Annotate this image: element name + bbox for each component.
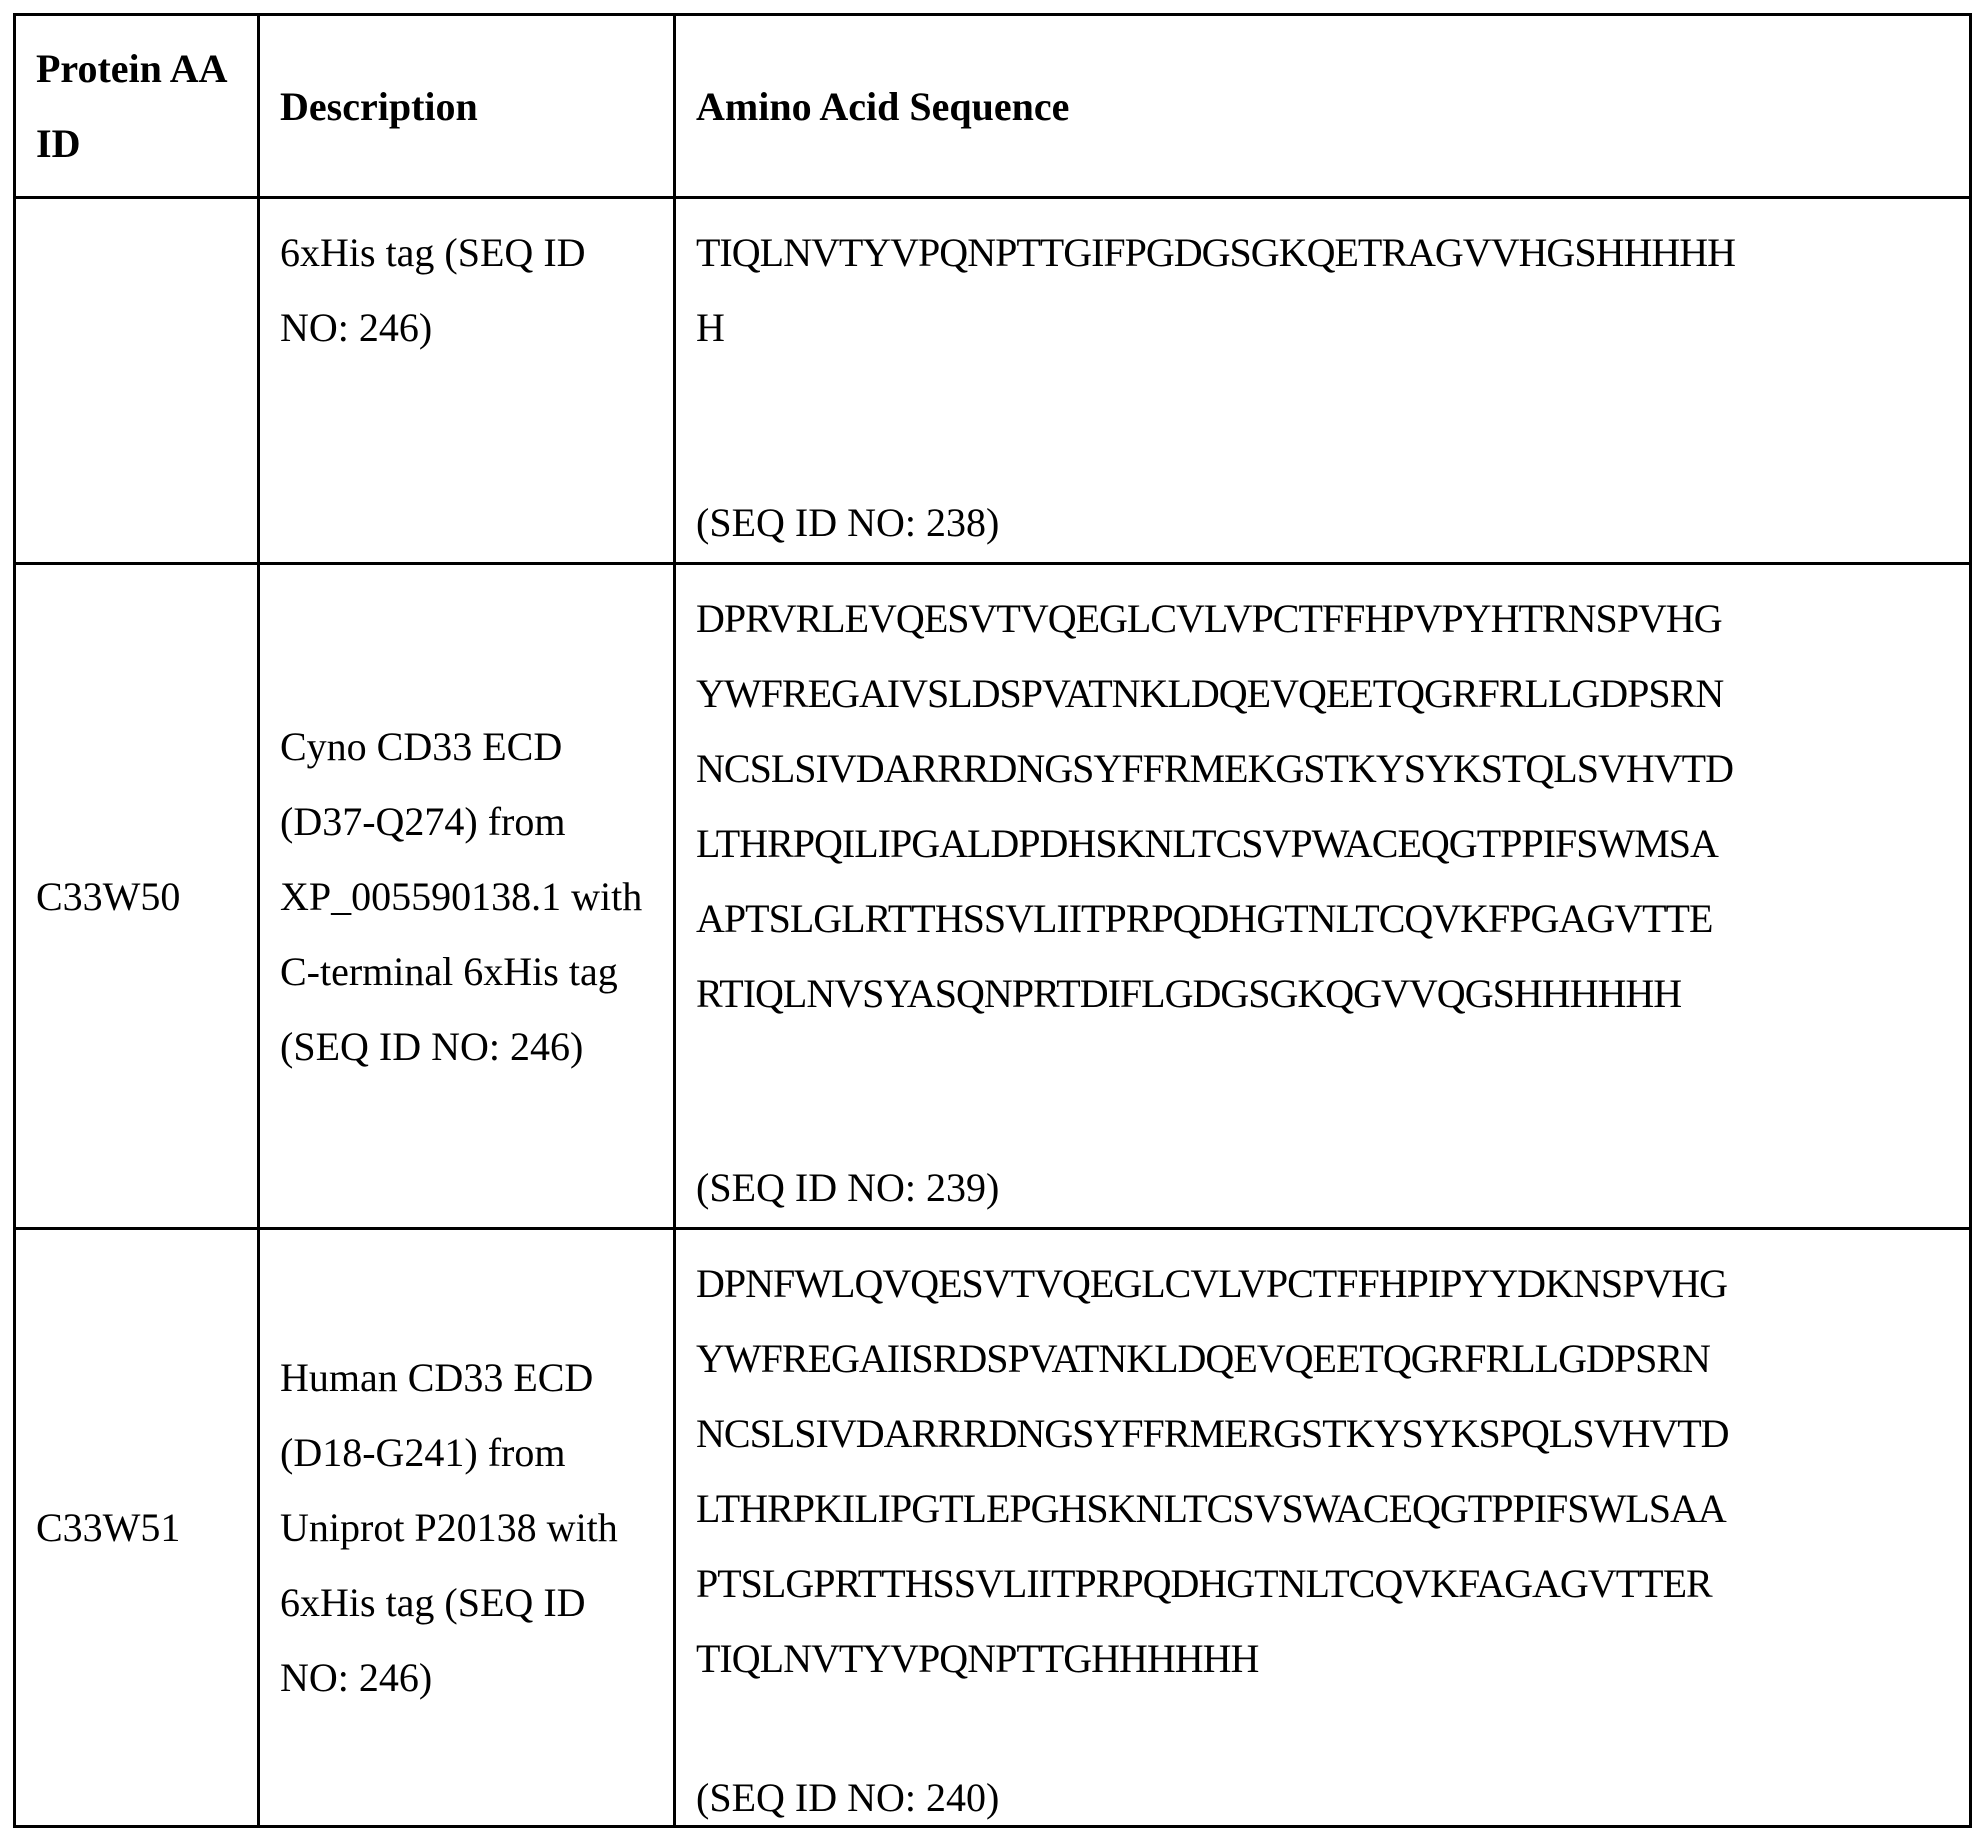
protein-sequence-table xyxy=(13,13,1972,1828)
protein-id-cell xyxy=(15,198,259,564)
header-description-label: Description xyxy=(260,69,673,144)
table-row xyxy=(15,564,1971,1229)
table-row xyxy=(15,198,1971,564)
sequence-line: TIQLNVTYVPQNPTTGHHHHHH xyxy=(696,1621,1969,1696)
sequence-line: TIQLNVTYVPQNPTTGIFPGDGSGKQETRAGVVHGSHHHHH xyxy=(696,215,1969,290)
sequence-line: RTIQLNVSYASQNPRTDIFLGDGSGKQGVVQGSHHHHHH xyxy=(696,956,1969,1031)
seq-id-label: (SEQ ID NO: 238) xyxy=(696,485,999,560)
header-sequence-label: Amino Acid Sequence xyxy=(676,69,1969,144)
protein-id-cell: C33W50 xyxy=(15,564,259,1229)
sequence-cell xyxy=(675,198,1971,564)
sequence-cell xyxy=(675,1229,1971,1827)
header-description xyxy=(259,15,675,198)
header-sequence xyxy=(675,15,1971,198)
description-cell: Human CD33 ECD (D18-G241) from Uniprot P20138 with 6xHis tag (SEQ ID NO: 246) xyxy=(259,1229,675,1827)
header-protein-id-label: Protein AA ID xyxy=(16,31,257,181)
sequence-line: LTHRPKILIPGTLEPGHSKNLTCSVSWACEQGTPPIFSWLSAA xyxy=(696,1471,1969,1546)
protein-id-cell: C33W51 xyxy=(15,1229,259,1827)
sequence-line: YWFREGAIVSLDSPVATNKLDQEVQEETQGRFRLLGDPSRN xyxy=(696,656,1969,731)
table-row xyxy=(15,1229,1971,1827)
sequence-line: PTSLGPRTTHSSVLIITPRPQDHGTNLTCQVKFAGAGVTTER xyxy=(696,1546,1969,1621)
table-header-row xyxy=(15,15,1971,198)
sequence-cell xyxy=(675,564,1971,1229)
sequence-line: NCSLSIVDARRRDNGSYFFRMERGSTKYSYKSPQLSVHVTD xyxy=(696,1396,1969,1471)
sequence-line: H xyxy=(696,290,1969,365)
sequence-line: DPNFWLQVQESVTVQEGLCVLVPCTFFHPIPYYDKNSPVHG xyxy=(696,1246,1969,1321)
seq-id-label: (SEQ ID NO: 239) xyxy=(696,1150,999,1225)
seq-id-label: (SEQ ID NO: 240) xyxy=(696,1760,999,1835)
sequence-line: LTHRPQILIPGALDPDHSKNLTCSVPWACEQGTPPIFSWMSA xyxy=(696,806,1969,881)
description-cell: Cyno CD33 ECD (D37-Q274) from XP_005590138.1 with C-terminal 6xHis tag (SEQ ID NO: 246) xyxy=(259,564,675,1229)
sequence-line: YWFREGAIISRDSPVATNKLDQEVQEETQGRFRLLGDPSRN xyxy=(696,1321,1969,1396)
sequence-line: APTSLGLRTTHSSVLIITPRPQDHGTNLTCQVKFPGAGVTTE xyxy=(696,881,1969,956)
sequence-line: NCSLSIVDARRRDNGSYFFRMEKGSTKYSYKSTQLSVHVTD xyxy=(696,731,1969,806)
sequence-line: DPRVRLEVQESVTVQEGLCVLVPCTFFHPVPYHTRNSPVHG xyxy=(696,581,1969,656)
description-cell: 6xHis tag (SEQ ID NO: 246) xyxy=(259,198,675,564)
header-protein-id xyxy=(15,15,259,198)
